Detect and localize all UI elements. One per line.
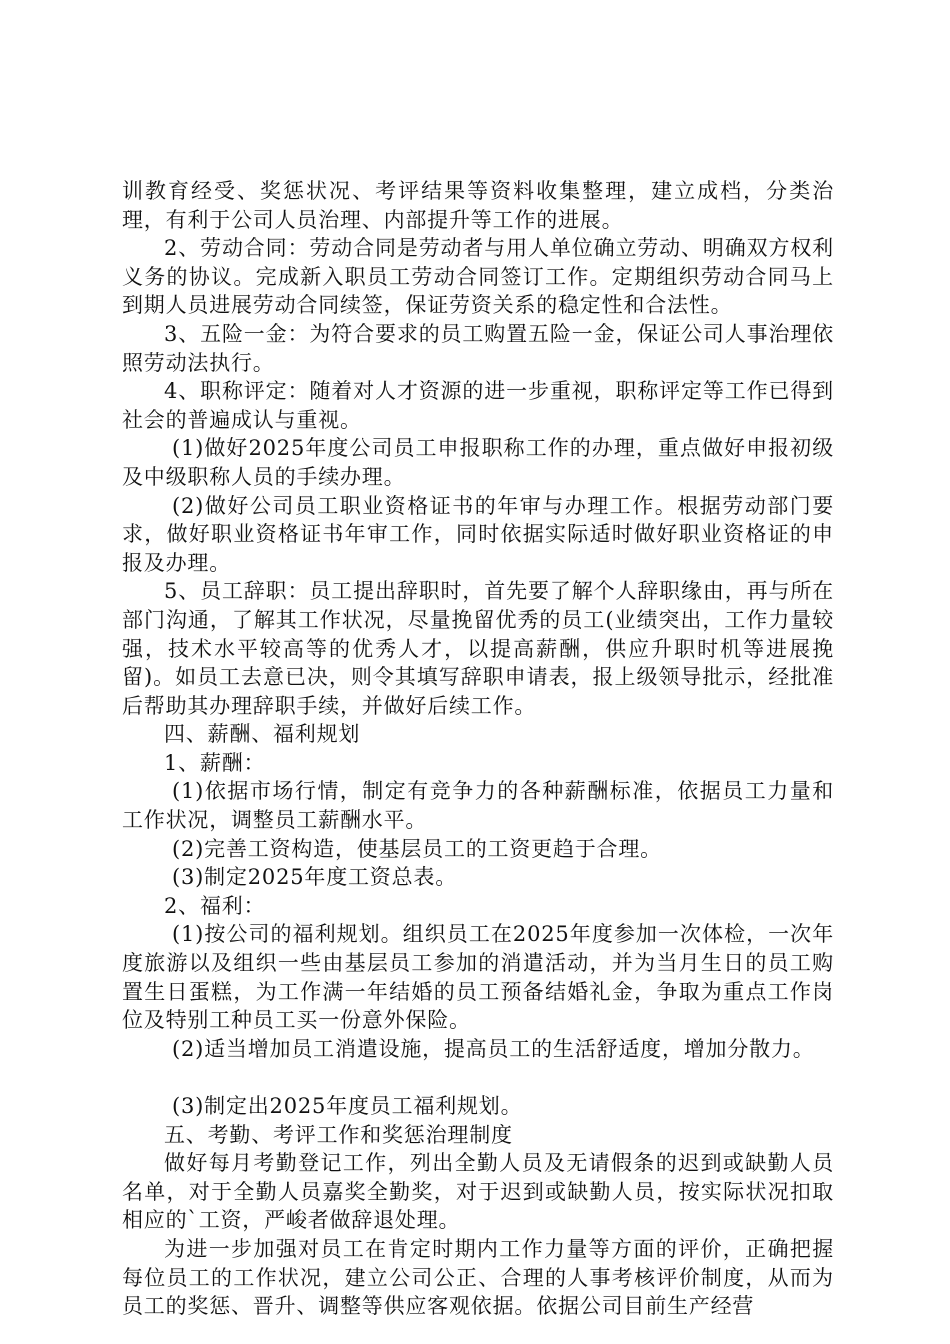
paragraph: (1)做好2025年度公司员工申报职称工作的办理，重点做好申报初级及中级职称人员的手续办理。 bbox=[122, 436, 834, 489]
section-heading: 四、薪酬、福利规划 bbox=[164, 722, 361, 747]
paragraph: 2、劳动合同：劳动合同是劳动者与用人单位确立劳动、明确双方权利义务的协议。完成新入职员工劳动合同签订工作。定期组织劳动合同马上到期人员进展劳动合同续签，保证劳资关系的稳定性和合法性。 bbox=[122, 236, 834, 318]
document-body bbox=[122, 177, 834, 1321]
paragraph: (2)做好公司员工职业资格证书的年审与办理工作。根据劳动部门要求，做好职业资格证书年审工作，同时依据实际适时做好职业资格证的申报及办理。 bbox=[122, 493, 834, 575]
paragraph: (2)适当增加员工消遣设施，提高员工的生活舒适度，增加分散力。 bbox=[172, 1036, 815, 1061]
paragraph: 3、五险一金：为符合要求的员工购置五险一金，保证公司人事治理依照劳动法执行。 bbox=[122, 321, 834, 375]
paragraph: 5、员工辞职：员工提出辞职时，首先要了解个人辞职缘由，再与所在部门沟通，了解其工作状况，尽量挽留优秀的员工(业绩突出，工作力量较强，技术水平较高等的优秀人才，以提高薪酬，供应升职时机等进展挽留)。如员工去意已决，则令其填写辞职申请表，报上级领导批示，经批准后帮助其办理辞职手续，并做好后续工作。 bbox=[122, 579, 834, 718]
paragraph: 训教育经受、奖惩状况、考评结果等资料收集整理，建立成档，分类治理，有利于公司人员治理、内部提升等工作的进展。 bbox=[122, 179, 834, 232]
paragraph: 做好每月考勤登记工作，列出全勤人员及无请假条的迟到或缺勤人员名单，对于全勤人员嘉奖全勤奖，对于迟到或缺勤人员，按实际状况扣取相应的`工资，严峻者做辞退处理。 bbox=[122, 1151, 834, 1233]
paragraph: 为进一步加强对员工在肯定时期内工作力量等方面的评价，正确把握每位员工的工作状况，建立公司公正、合理的人事考核评价制度，从而为员工的奖惩、晋升、调整等供应客观依据。依据公司目前生产经营 bbox=[122, 1236, 834, 1319]
paragraph: (1)依据市场行情，制定有竞争力的各种薪酬标准，依据员工力量和工作状况，调整员工薪酬水平。 bbox=[122, 779, 834, 833]
paragraph: (3)制定出2025年度员工福利规划。 bbox=[172, 1094, 523, 1118]
paragraph: (1)按公司的福利规划。组织员工在2025年度参加一次体检，一次年度旅游以及组织一些由基层员工参加的消遣活动，并为当月生日的员工购置生日蛋糕，为工作满一年结婚的员工预备结婚礼金，争取为重点工作岗位及特别工种员工买一份意外保险。 bbox=[122, 922, 834, 1033]
paragraph: 4、职称评定：随着对人才资源的进一步重视，职称评定等工作已得到社会的普遍成认与重视。 bbox=[122, 379, 834, 432]
subsection-heading: 1、薪酬： bbox=[164, 750, 266, 775]
section-heading: 五、考勤、考评工作和奖惩治理制度 bbox=[164, 1122, 513, 1147]
paragraph: (2)完善工资构造，使基层员工的工资更趋于合理。 bbox=[172, 836, 662, 861]
subsection-heading: 2、福利： bbox=[164, 893, 266, 918]
paragraph: (3)制定2025年度工资总表。 bbox=[172, 865, 457, 890]
